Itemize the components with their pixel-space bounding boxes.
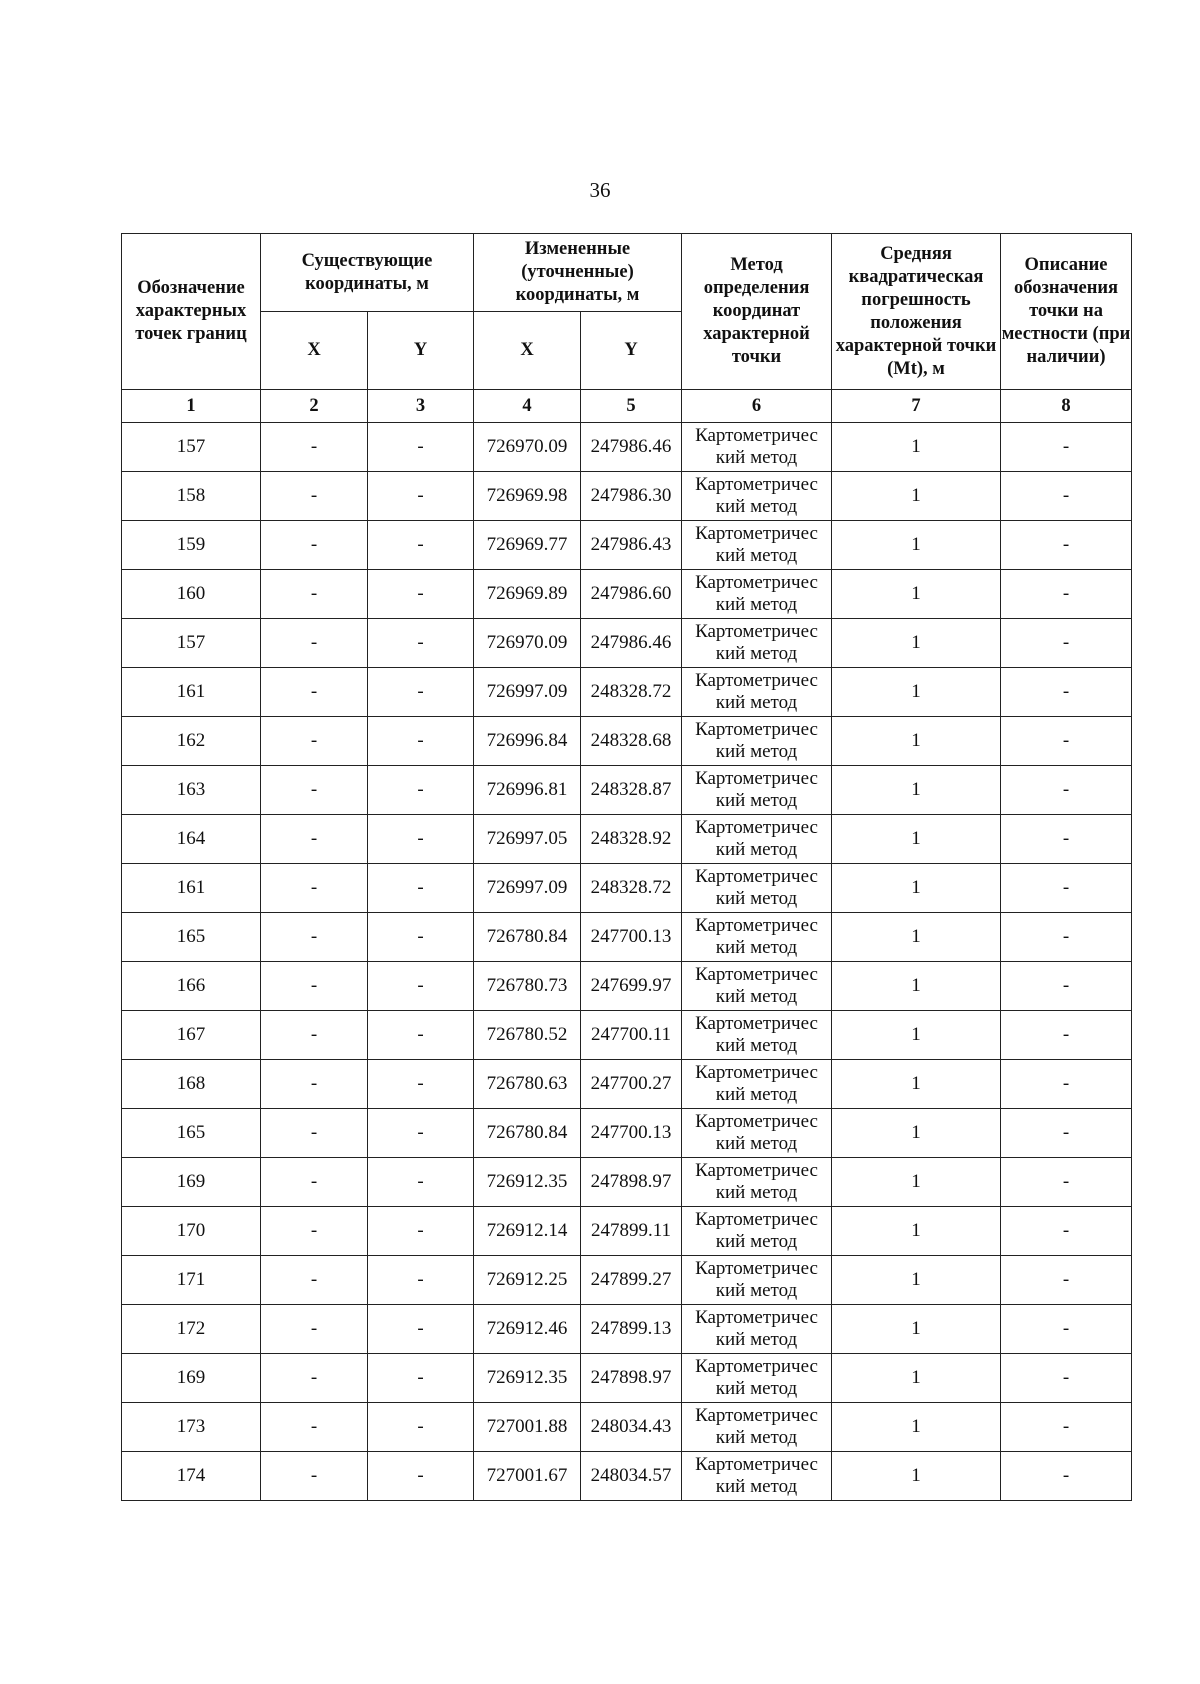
cell-x: 726969.89 (474, 570, 581, 619)
column-number: 6 (682, 390, 832, 423)
cell-point: 161 (122, 864, 261, 913)
table-row (122, 815, 1132, 864)
cell-x: 726970.09 (474, 423, 581, 472)
table-row (122, 1207, 1132, 1256)
cell-y: 247699.97 (581, 962, 682, 1011)
cell-description: - (1001, 864, 1132, 913)
column-number: 7 (832, 390, 1001, 423)
cell-y: 248328.92 (581, 815, 682, 864)
cell-x: 726969.98 (474, 472, 581, 521)
cell-existing-x: - (261, 913, 368, 962)
cell-y: 247986.30 (581, 472, 682, 521)
cell-existing-x: - (261, 668, 368, 717)
cell-method: Картометричес кий метод (682, 913, 832, 962)
cell-method: Картометричес кий метод (682, 668, 832, 717)
cell-mt: 1 (832, 913, 1001, 962)
cell-existing-y: - (368, 570, 474, 619)
cell-x: 727001.67 (474, 1452, 581, 1501)
cell-description: - (1001, 913, 1132, 962)
cell-mt: 1 (832, 1109, 1001, 1158)
cell-y: 248328.68 (581, 717, 682, 766)
cell-existing-x: - (261, 766, 368, 815)
cell-description: - (1001, 619, 1132, 668)
header-existing-y: Y (368, 312, 474, 390)
cell-mt: 1 (832, 962, 1001, 1011)
header-designation: Обозначение характерных точек границ (122, 234, 261, 390)
cell-description: - (1001, 717, 1132, 766)
cell-x: 726912.35 (474, 1354, 581, 1403)
cell-mt: 1 (832, 1354, 1001, 1403)
cell-mt: 1 (832, 619, 1001, 668)
cell-point: 170 (122, 1207, 261, 1256)
cell-method: Картометричес кий метод (682, 1452, 832, 1501)
column-number: 1 (122, 390, 261, 423)
cell-method: Картометричес кий метод (682, 1158, 832, 1207)
cell-y: 247898.97 (581, 1354, 682, 1403)
cell-method: Картометричес кий метод (682, 766, 832, 815)
cell-existing-y: - (368, 717, 474, 766)
cell-existing-x: - (261, 962, 368, 1011)
cell-mt: 1 (832, 815, 1001, 864)
cell-description: - (1001, 521, 1132, 570)
cell-y: 247986.60 (581, 570, 682, 619)
cell-mt: 1 (832, 1403, 1001, 1452)
cell-description: - (1001, 962, 1132, 1011)
cell-existing-x: - (261, 815, 368, 864)
table-row (122, 1452, 1132, 1501)
cell-y: 247700.27 (581, 1060, 682, 1109)
cell-y: 248034.57 (581, 1452, 682, 1501)
cell-existing-y: - (368, 962, 474, 1011)
table-row (122, 1060, 1132, 1109)
table-row (122, 766, 1132, 815)
cell-existing-y: - (368, 619, 474, 668)
cell-method: Картометричес кий метод (682, 1256, 832, 1305)
cell-description: - (1001, 1305, 1132, 1354)
cell-point: 165 (122, 1109, 261, 1158)
cell-x: 726969.77 (474, 521, 581, 570)
cell-existing-y: - (368, 668, 474, 717)
cell-existing-x: - (261, 1256, 368, 1305)
cell-y: 247899.11 (581, 1207, 682, 1256)
cell-existing-x: - (261, 472, 368, 521)
cell-existing-x: - (261, 1403, 368, 1452)
cell-existing-x: - (261, 1060, 368, 1109)
table-row (122, 1011, 1132, 1060)
cell-y: 247700.11 (581, 1011, 682, 1060)
cell-x: 726997.05 (474, 815, 581, 864)
cell-existing-y: - (368, 423, 474, 472)
cell-existing-x: - (261, 1305, 368, 1354)
header-changed-x: X (474, 312, 581, 390)
cell-x: 726912.35 (474, 1158, 581, 1207)
cell-description: - (1001, 1403, 1132, 1452)
cell-mt: 1 (832, 1011, 1001, 1060)
cell-description: - (1001, 1158, 1132, 1207)
cell-point: 164 (122, 815, 261, 864)
page-number: 36 (589, 178, 611, 202)
cell-existing-x: - (261, 1109, 368, 1158)
cell-mt: 1 (832, 1305, 1001, 1354)
cell-existing-y: - (368, 864, 474, 913)
header-error: Средняя квадратическая погрешность положения характерной точки (Mt), м (832, 234, 1001, 390)
column-number: 2 (261, 390, 368, 423)
cell-y: 248328.72 (581, 668, 682, 717)
header-existing-x: X (261, 312, 368, 390)
cell-point: 160 (122, 570, 261, 619)
cell-x: 726912.14 (474, 1207, 581, 1256)
table-row (122, 962, 1132, 1011)
cell-mt: 1 (832, 1452, 1001, 1501)
table-row (122, 717, 1132, 766)
cell-existing-x: - (261, 1452, 368, 1501)
table-row (122, 668, 1132, 717)
table-row (122, 1403, 1132, 1452)
cell-point: 163 (122, 766, 261, 815)
cell-x: 726780.63 (474, 1060, 581, 1109)
cell-mt: 1 (832, 717, 1001, 766)
cell-mt: 1 (832, 521, 1001, 570)
column-numbers-row (122, 390, 1132, 423)
table-row (122, 1158, 1132, 1207)
header-changed-y: Y (581, 312, 682, 390)
cell-x: 726912.46 (474, 1305, 581, 1354)
cell-existing-y: - (368, 1256, 474, 1305)
cell-point: 165 (122, 913, 261, 962)
cell-existing-x: - (261, 521, 368, 570)
table-row (122, 570, 1132, 619)
cell-method: Картометричес кий метод (682, 1354, 832, 1403)
cell-y: 247986.43 (581, 521, 682, 570)
cell-point: 157 (122, 619, 261, 668)
table-row (122, 913, 1132, 962)
cell-existing-y: - (368, 815, 474, 864)
table-row (122, 521, 1132, 570)
cell-existing-y: - (368, 521, 474, 570)
cell-y: 248328.87 (581, 766, 682, 815)
cell-description: - (1001, 1060, 1132, 1109)
coordinates-table (121, 233, 1132, 1501)
cell-method: Картометричес кий метод (682, 570, 832, 619)
cell-description: - (1001, 1452, 1132, 1501)
cell-y: 248034.43 (581, 1403, 682, 1452)
cell-existing-x: - (261, 1354, 368, 1403)
cell-y: 247700.13 (581, 913, 682, 962)
cell-method: Картометричес кий метод (682, 815, 832, 864)
cell-x: 726780.84 (474, 913, 581, 962)
cell-existing-x: - (261, 423, 368, 472)
table-body (122, 423, 1132, 1501)
cell-description: - (1001, 1207, 1132, 1256)
cell-description: - (1001, 766, 1132, 815)
cell-point: 173 (122, 1403, 261, 1452)
column-number: 3 (368, 390, 474, 423)
column-number: 8 (1001, 390, 1132, 423)
cell-existing-x: - (261, 864, 368, 913)
cell-existing-y: - (368, 1452, 474, 1501)
cell-x: 726996.81 (474, 766, 581, 815)
cell-point: 158 (122, 472, 261, 521)
cell-method: Картометричес кий метод (682, 1403, 832, 1452)
cell-point: 169 (122, 1158, 261, 1207)
cell-existing-x: - (261, 570, 368, 619)
cell-mt: 1 (832, 864, 1001, 913)
cell-point: 166 (122, 962, 261, 1011)
cell-existing-y: - (368, 1109, 474, 1158)
cell-point: 157 (122, 423, 261, 472)
cell-description: - (1001, 570, 1132, 619)
cell-method: Картометричес кий метод (682, 472, 832, 521)
cell-mt: 1 (832, 1256, 1001, 1305)
cell-y: 247899.27 (581, 1256, 682, 1305)
cell-method: Картометричес кий метод (682, 962, 832, 1011)
cell-method: Картометричес кий метод (682, 1305, 832, 1354)
cell-mt: 1 (832, 570, 1001, 619)
cell-point: 159 (122, 521, 261, 570)
table-row (122, 423, 1132, 472)
cell-description: - (1001, 472, 1132, 521)
cell-existing-y: - (368, 766, 474, 815)
cell-y: 248328.72 (581, 864, 682, 913)
cell-description: - (1001, 815, 1132, 864)
cell-method: Картометричес кий метод (682, 619, 832, 668)
table-row (122, 619, 1132, 668)
cell-x: 726780.73 (474, 962, 581, 1011)
cell-existing-y: - (368, 1354, 474, 1403)
header-method: Метод определения координат характерной точки (682, 234, 832, 390)
table-row (122, 1109, 1132, 1158)
cell-point: 167 (122, 1011, 261, 1060)
cell-existing-y: - (368, 1207, 474, 1256)
cell-mt: 1 (832, 423, 1001, 472)
cell-y: 247898.97 (581, 1158, 682, 1207)
cell-existing-x: - (261, 1011, 368, 1060)
cell-x: 726997.09 (474, 668, 581, 717)
cell-point: 171 (122, 1256, 261, 1305)
cell-method: Картометричес кий метод (682, 1011, 832, 1060)
cell-point: 169 (122, 1354, 261, 1403)
table-row (122, 1354, 1132, 1403)
cell-existing-x: - (261, 619, 368, 668)
column-number: 5 (581, 390, 682, 423)
header-existing-coordinates: Существующие координаты, м (261, 234, 474, 312)
cell-mt: 1 (832, 472, 1001, 521)
cell-existing-y: - (368, 1403, 474, 1452)
cell-description: - (1001, 1256, 1132, 1305)
table-row (122, 1256, 1132, 1305)
header-description: Описание обозначения точки на местности (при наличии) (1001, 234, 1132, 390)
cell-y: 247899.13 (581, 1305, 682, 1354)
cell-existing-y: - (368, 913, 474, 962)
cell-existing-y: - (368, 1060, 474, 1109)
cell-mt: 1 (832, 1207, 1001, 1256)
cell-existing-x: - (261, 1158, 368, 1207)
cell-method: Картометричес кий метод (682, 864, 832, 913)
table-row (122, 472, 1132, 521)
cell-x: 726997.09 (474, 864, 581, 913)
cell-existing-x: - (261, 717, 368, 766)
cell-point: 162 (122, 717, 261, 766)
cell-description: - (1001, 1011, 1132, 1060)
cell-method: Картометричес кий метод (682, 1207, 832, 1256)
header-changed-coordinates: Измененные (уточненные) координаты, м (474, 234, 682, 312)
cell-description: - (1001, 423, 1132, 472)
cell-method: Картометричес кий метод (682, 521, 832, 570)
cell-x: 726780.84 (474, 1109, 581, 1158)
cell-existing-x: - (261, 1207, 368, 1256)
cell-method: Картометричес кий метод (682, 423, 832, 472)
cell-point: 161 (122, 668, 261, 717)
cell-method: Картометричес кий метод (682, 1060, 832, 1109)
cell-point: 172 (122, 1305, 261, 1354)
cell-existing-y: - (368, 1305, 474, 1354)
cell-method: Картометричес кий метод (682, 1109, 832, 1158)
cell-point: 168 (122, 1060, 261, 1109)
cell-x: 726912.25 (474, 1256, 581, 1305)
cell-x: 726780.52 (474, 1011, 581, 1060)
table-row (122, 1305, 1132, 1354)
cell-mt: 1 (832, 1158, 1001, 1207)
cell-description: - (1001, 668, 1132, 717)
cell-x: 726970.09 (474, 619, 581, 668)
cell-y: 247986.46 (581, 423, 682, 472)
cell-mt: 1 (832, 668, 1001, 717)
cell-description: - (1001, 1109, 1132, 1158)
table-row (122, 864, 1132, 913)
cell-existing-y: - (368, 1158, 474, 1207)
cell-point: 174 (122, 1452, 261, 1501)
cell-method: Картометричес кий метод (682, 717, 832, 766)
cell-x: 727001.88 (474, 1403, 581, 1452)
cell-existing-y: - (368, 1011, 474, 1060)
column-number: 4 (474, 390, 581, 423)
cell-y: 247700.13 (581, 1109, 682, 1158)
cell-mt: 1 (832, 1060, 1001, 1109)
cell-mt: 1 (832, 766, 1001, 815)
cell-x: 726996.84 (474, 717, 581, 766)
cell-description: - (1001, 1354, 1132, 1403)
cell-y: 247986.46 (581, 619, 682, 668)
cell-existing-y: - (368, 472, 474, 521)
